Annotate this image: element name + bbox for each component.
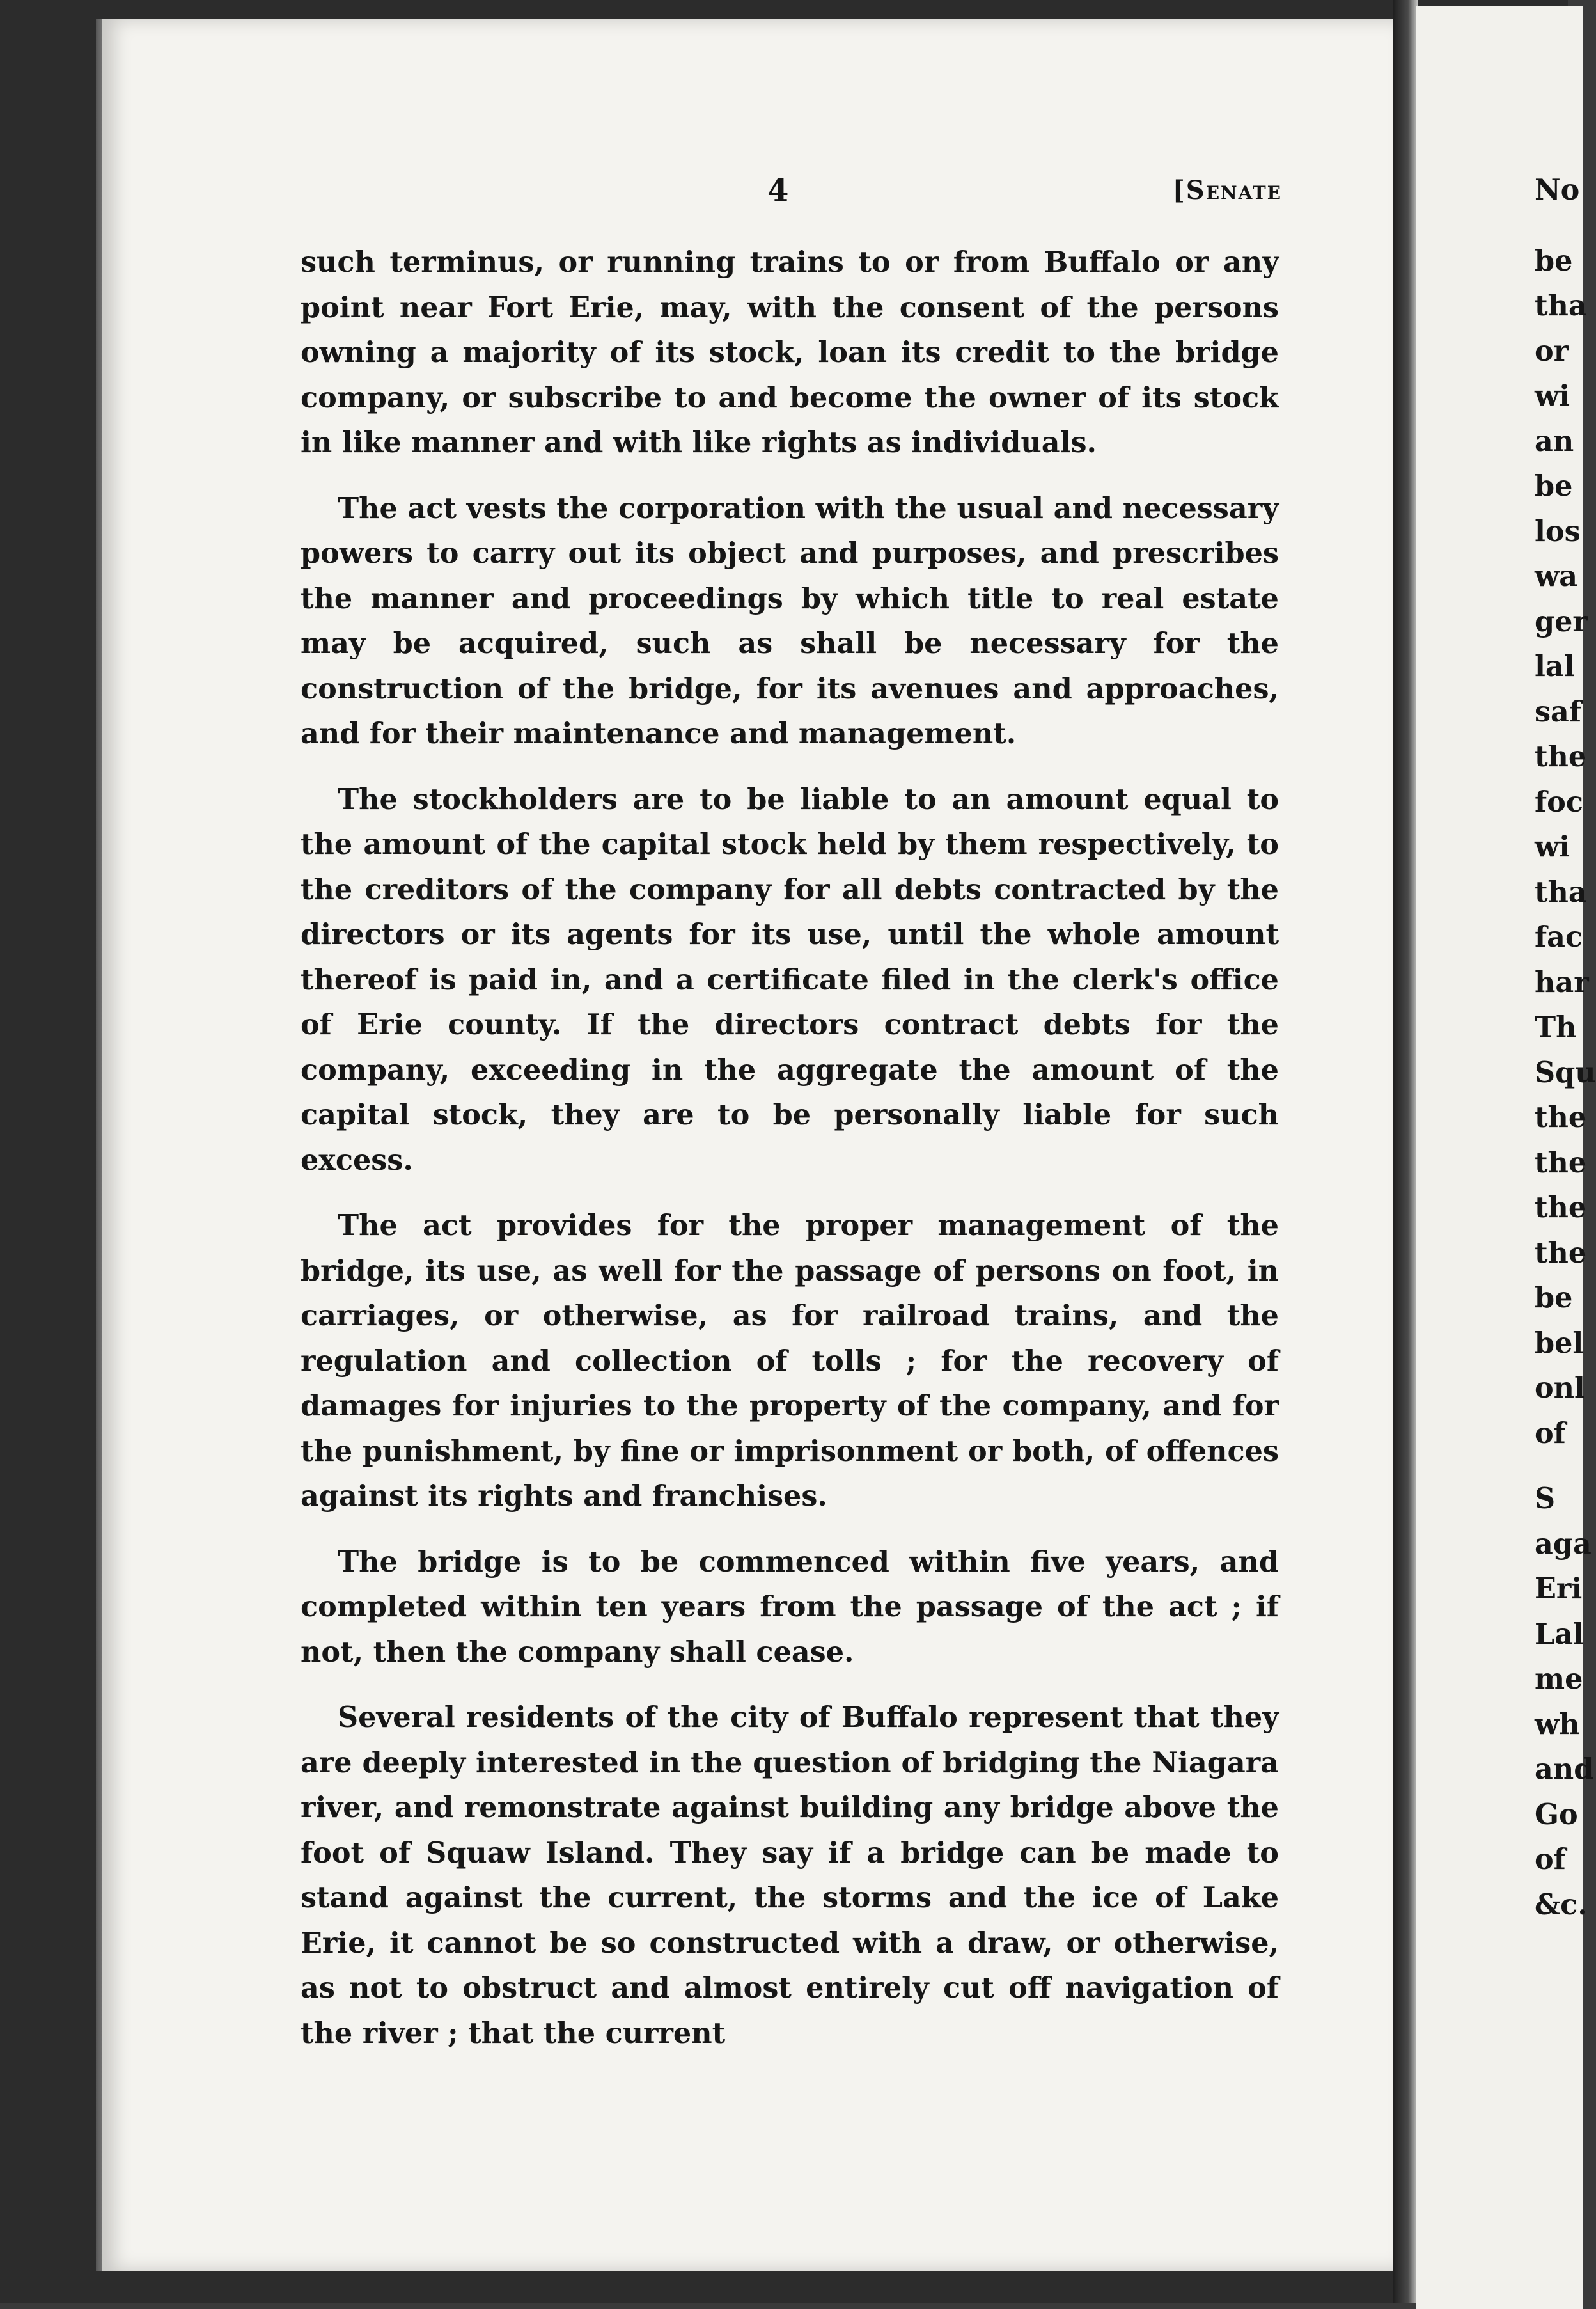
facing-page-header: No — [1535, 173, 1580, 207]
facing-line-fragment: Squ — [1535, 1055, 1596, 1089]
paragraph: The stockholders are to be liable to an amount equal to the amount of the capital stock held by them respectively, to the creditors of the company for all debts contracted by the directors or its agents for its use, until the whole amount thereof is paid in, and a certificate filed in the clerk's office of Erie county. If the directors contract debts for the company, exceeding in the aggregate the amount of the capital stock, they are to be personally liable for such excess. — [301, 782, 1279, 1177]
facing-line-fragment: Th — [1535, 1011, 1577, 1044]
facing-line-fragment: wi — [1535, 830, 1570, 863]
facing-line-fragment: be — [1535, 244, 1573, 278]
paragraph: such terminus, or running trains to or from Buffalo or any point near Fort Erie, may, with the consent of the persons owning a majority of its stock, loan its credit to the bridge company, or subscribe to and become the owner of its stock in like manner and with like rights as individuals. — [301, 246, 1279, 459]
facing-line-fragment: tha — [1535, 289, 1587, 322]
facing-line-fragment: saf — [1535, 695, 1582, 729]
facing-line-fragment: fac — [1535, 920, 1583, 954]
facing-page-lines — [1535, 239, 1596, 1928]
facing-line-fragment: wh — [1535, 1707, 1580, 1741]
facing-line-fragment: or — [1535, 334, 1569, 368]
facing-line-fragment: me — [1535, 1662, 1583, 1696]
page-header — [294, 173, 1282, 211]
facing-line-fragment: aga — [1535, 1527, 1592, 1561]
facing-line-fragment: wi — [1535, 379, 1570, 413]
facing-line-fragment: Go — [1535, 1797, 1578, 1831]
facing-line-fragment: bel — [1535, 1326, 1584, 1360]
facing-page-text — [1535, 168, 1596, 1927]
facing-line-fragment: ger — [1535, 604, 1588, 638]
facing-line-fragment: lal — [1535, 650, 1575, 683]
book-gutter — [1393, 0, 1418, 2303]
facing-line-fragment: be — [1535, 469, 1573, 503]
facing-line-fragment: be — [1535, 1281, 1573, 1314]
facing-line-fragment: and — [1535, 1753, 1594, 1786]
facing-line-fragment: Lal — [1535, 1617, 1584, 1651]
facing-line-fragment: of — [1535, 1843, 1566, 1876]
facing-line-fragment: har — [1535, 965, 1589, 999]
facing-line-fragment: the — [1535, 1146, 1587, 1179]
facing-line-fragment: the — [1535, 1191, 1587, 1224]
body-text — [301, 240, 1279, 2076]
facing-line-fragment: of — [1535, 1416, 1566, 1450]
facing-line-fragment: an — [1535, 424, 1574, 458]
page-number: 4 — [767, 173, 789, 209]
facing-line-fragment: the — [1535, 1101, 1587, 1134]
facing-line-fragment: &c. — [1535, 1887, 1588, 1921]
facing-line-fragment: wa — [1535, 560, 1578, 593]
facing-line-fragment: the — [1535, 1236, 1587, 1270]
paragraph: The bridge is to be commenced within five years, and completed within ten years from the passage of the act ; if not, then the company shall cease. — [301, 1545, 1279, 1669]
facing-line-fragment: foc — [1535, 785, 1583, 819]
paragraph: The act vests the corporation with the usual and necessary powers to carry out its object and purposes, and prescribes the manner and proceedings by which title to real estate may be acquired, such as shall be necessary for the construction of the bridge, for its avenues and approaches, and for their maintenance and management. — [301, 491, 1279, 750]
paragraph: The act provides for the proper management of the bridge, its use, as well for the passage of persons on foot, in carriages, or otherwise, as for railroad trains, and the regulation and collection of tolls ; for the recovery of damages for injuries to the property of the company, and for the punishment, by fine or imprisonment or both, of offences against its rights and franchises. — [301, 1209, 1279, 1513]
facing-line-fragment: Eri — [1535, 1572, 1583, 1605]
paragraph: Several residents of the city of Buffalo represent that they are deeply interested in the question of bridging the Niagara river, and remonstrate against building any bridge above the foot of Squaw Island. They say if a bridge can be made to stand against the current, the storms and the ice of Lake Erie, it cannot be so constructed with a draw, or otherwise, as not to obstruct and almost entirely cut off navigation of the river ; that the current — [301, 1701, 1279, 2050]
running-head: [Senate — [1172, 175, 1282, 205]
facing-line-fragment: S — [1535, 1482, 1556, 1515]
facing-line-fragment: tha — [1535, 875, 1587, 909]
facing-line-fragment: the — [1535, 740, 1587, 773]
facing-line-fragment: onl — [1535, 1371, 1585, 1405]
facing-line-fragment: los — [1535, 514, 1581, 548]
paragraph-gap — [1535, 1456, 1596, 1476]
